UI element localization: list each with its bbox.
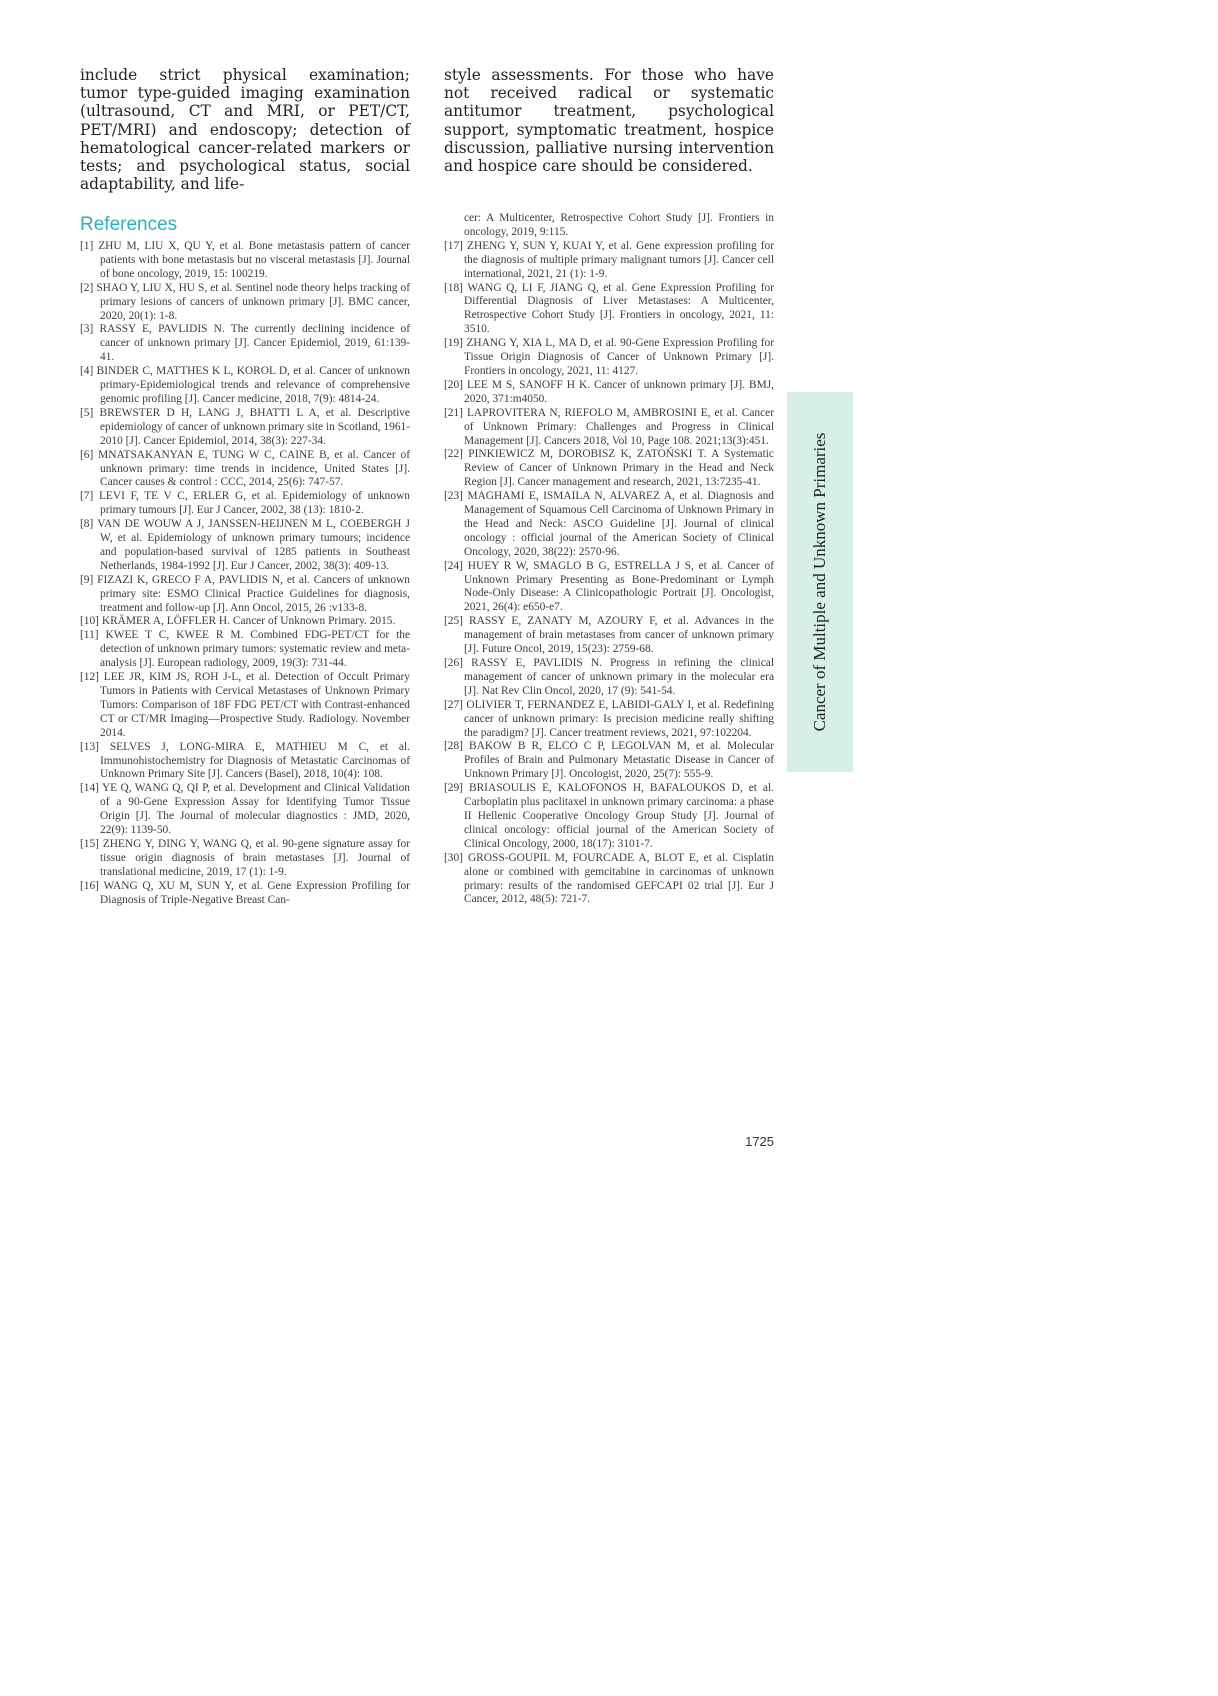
side-tab-label: Cancer of Multiple and Unknown Primaries [810, 432, 829, 732]
reference-text: YE Q, WANG Q, QI P, et al. Development and Clinical Validation of a 90-Gene Expression Assay for Identifying Tumor Tissue Origin [J]. The Journal of molecular diagnostics : JMD, 2020, 22(9): 1139-50. [100, 782, 410, 837]
reference-item [80, 490, 410, 518]
section-side-tab [787, 392, 853, 772]
body-column-right [444, 66, 774, 175]
reference-item [444, 852, 774, 908]
reference-item [80, 240, 410, 282]
reference-number: [3] [80, 323, 94, 336]
reference-number: [14] [80, 782, 99, 795]
reference-number: [2] [80, 281, 94, 294]
reference-number: [27] [444, 698, 463, 711]
references-column-right [444, 212, 774, 907]
reference-number: [5] [80, 406, 94, 419]
reference-text: RASSY E, PAVLIDIS N. The currently declining incidence of cancer of unknown primary [J]. Cancer Epidemiol, 2019, 61:139-41. [99, 323, 410, 364]
reference-number: [20] [444, 378, 463, 391]
reference-item [444, 560, 774, 616]
reference-item [80, 671, 410, 741]
reference-item [444, 379, 774, 407]
reference-item [444, 657, 774, 699]
reference-list-left [80, 240, 410, 908]
reference-number: [26] [444, 657, 463, 669]
reference-item [80, 518, 410, 574]
reference-text: BINDER C, MATTHES K L, KOROL D, et al. Cancer of unknown primary-Epidemiological trends and relevance of comprehensive genomic profiling [J]. Cancer medicine, 2018, 7(9): 4814-24. [96, 365, 410, 405]
reference-item [444, 240, 774, 282]
references-column-left [80, 214, 410, 908]
reference-item [444, 407, 774, 449]
reference-text: RASSY E, ZANATY M, AZOURY F, et al. Advances in the management of brain metastases from cancer of unknown primary [J]. Future Oncol, 2019, 15(23): 2759-68. [464, 615, 774, 656]
reference-text: SHAO Y, LIU X, HU S, et al. Sentinel node theory helps tracking of primary lesions of cancers of unknown primary [J]. BMC cancer, 2020, 20(1): 1-8. [96, 281, 410, 322]
reference-item [444, 699, 774, 741]
reference-text: ZHENG Y, SUN Y, KUAI Y, et al. Gene expression profiling for the diagnosis of multiple primary malignant tumors [J]. Cancer cell international, 2021, 21 (1): 1-9. [464, 239, 774, 280]
reference-item [80, 365, 410, 407]
reference-number: [23] [444, 490, 463, 503]
reference-item [80, 323, 410, 365]
body-column-left [80, 66, 410, 193]
reference-number: [29] [444, 782, 463, 795]
reference-number: [11] [80, 629, 99, 642]
reference-item [444, 448, 774, 490]
reference-number: [25] [444, 615, 463, 628]
reference-number: [15] [80, 837, 99, 850]
reference-item [444, 782, 774, 852]
reference-text: MNATSAKANYAN E, TUNG W C, CAINE B, et al. Cancer of unknown primary: time trends in incidence, United States [J]. Cancer causes & control : CCC, 2014, 25(6): 747-57. [98, 448, 410, 489]
reference-item [444, 740, 774, 782]
reference-number: [6] [80, 448, 94, 461]
reference-text: KWEE T C, KWEE R M. Combined FDG-PET/CT for the detection of unknown primary tumors: systematic review and meta-analysis [J]. European radiology, 2009, 19(3): 731-44. [100, 629, 410, 670]
reference-number: [13] [80, 740, 99, 753]
reference-item [80, 407, 410, 449]
reference-item [80, 741, 410, 783]
reference-number: [16] [80, 879, 99, 892]
reference-item [80, 615, 410, 629]
reference-text: ZHU M, LIU X, QU Y, et al. Bone metastasis pattern of cancer patients with bone metastasis but no visceral metastasis [J]. Journal of bone oncology, 2019, 15: 100219. [98, 240, 410, 280]
reference-number: [28] [444, 740, 463, 753]
reference-number: [1] [80, 240, 94, 252]
reference-item [444, 490, 774, 560]
reference-item [80, 574, 410, 616]
reference-number: [10] [80, 615, 99, 628]
reference-text: VAN DE WOUW A J, JANSSEN-HEIJNEN M L, COEBERGH J W, et al. Epidemiology of unknown primary tumours; incidence and population-based survival of 1285 patients in Southeast Netherlands, 1984-1992 [J]. Eur J Cancer, 2002, 38(3): 409-13. [97, 518, 410, 572]
reference-number: [21] [444, 406, 463, 419]
reference-text: WANG Q, LI F, JIANG Q, et al. Gene Expression Profiling for Differential Diagnosis of Liver Metastases: A Multicenter, Retrospective Cohort Study [J]. Frontiers in oncology, 2021, 11: 3510. [464, 281, 774, 336]
reference-text: BAKOW B R, ELCO C P, LEGOLVAN M, et al. Molecular Profiles of Brain and Pulmonary Metastatic Disease in Cancer of Unknown Primary [J]. Oncologist, 2020, 25(7): 555-9. [464, 740, 774, 781]
reference-text: GROSS-GOUPIL M, FOURCADE A, BLOT E, et al. Cisplatin alone or combined with gemcitabine in carcinomas of unknown primary: results of the randomised GEFCAPI 02 trial [J]. Eur J Cancer, 2012, 48(5): 721-7. [464, 851, 774, 906]
reference-number: [22] [444, 448, 463, 461]
reference-text: LAPROVITERA N, RIEFOLO M, AMBROSINI E, et al. Cancer of Unknown Primary: Challenges and Progress in Clinical Management [J]. Cancers 2018, Vol 10, Page 108. 2021;13(3):451. [464, 406, 774, 447]
reference-text: LEVI F, TE V C, ERLER G, et al. Epidemiology of unknown primary tumours [J]. Eur J Cancer, 2002, 38 (13): 1810-2. [98, 490, 410, 517]
reference-item [80, 782, 410, 838]
reference-number: [7] [80, 490, 94, 503]
reference-text: FIZAZI K, GRECO F A, PAVLIDIS N, et al. Cancers of unknown primary site: ESMO Clinical Practice Guidelines for diagnosis, treatment and follow-up [J]. Ann Oncol, 2015, 26 :v133-8. [97, 573, 410, 614]
page-number: 1725 [745, 1134, 774, 1149]
reference-text: KRÄMER A, LÖFFLER H. Cancer of Unknown Primary. 2015. [101, 615, 396, 628]
reference-list-right [444, 240, 774, 908]
reference-text: BRIASOULIS E, KALOFONOS H, BAFALOUKOS D, et al. Carboplatin plus paclitaxel in unknown primary carcinoma: a phase II Hellenic Cooperative Oncology Group Study [J]. Journal of clinical oncology: official journal of the American Society of Clinical Oncology, 2000, 18(17): 3101-7. [464, 782, 774, 850]
reference-item [80, 629, 410, 671]
reference-item [444, 282, 774, 338]
reference-text: MAGHAMI E, ISMAILA N, ALVAREZ A, et al. Diagnosis and Management of Squamous Cell Carcinoma of Unknown Primary in the Head and Neck: ASCO Guideline [J]. Journal of clinical oncology : official journal of the American Society of Clinical Oncology, 2020, 38(22): 2570-96. [464, 490, 774, 558]
reference-item [80, 838, 410, 880]
reference-text: HUEY R W, SMAGLO B G, ESTRELLA J S, et al. Cancer of Unknown Primary Presenting as Bone-Predominant or Lymph Node-Only Disease: A Clinicopathologic Portrait [J]. Oncologist, 2021, 26(4): e650-e7. [464, 559, 774, 614]
reference-text: ZHANG Y, XIA L, MA D, et al. 90-Gene Expression Profiling for Tissue Origin Diagnosis of Cancer of Unknown Primary [J]. Frontiers in oncology, 2021, 11: 4127. [464, 337, 774, 377]
body-paragraph-right: style assessments. For those who have not received radical or systematic antitumor treatment, psychological support, symptomatic treatment, hospice discussion, palliative nursing intervention and hospice care should be considered. [444, 66, 774, 176]
reference-number: [17] [444, 239, 463, 252]
reference-number: [19] [444, 337, 463, 350]
reference-text: BREWSTER D H, LANG J, BHATTI L A, et al. Descriptive epidemiology of cancer of unknown primary site in Scotland, 1961-2010 [J]. Cancer Epidemiol, 2014, 38(3): 227-34. [99, 406, 410, 447]
reference-text: LEE JR, KIM JS, ROH J-L, et al. Detection of Occult Primary Tumors in Patients with Cervical Metastases of Unknown Primary Tumors: Comparison of 18F FDG PET/CT with Contrast-enhanced CT or CT/MR Imaging—Prospective Study. Radiology. November 2014. [100, 671, 410, 739]
reference-number: [8] [80, 518, 94, 531]
reference-text: OLIVIER T, FERNANDEZ E, LABIDI-GALY I, et al. Redefining cancer of unknown primary: Is precision medicine really shifting the paradigm? [J]. Cancer treatment reviews, 2021, 97:102204. [464, 698, 774, 739]
reference-text: RASSY E, PAVLIDIS N. Progress in refining the clinical management of cancer of unknown primary in the molecular era [J]. Nat Rev Clin Oncol, 2020, 17 (9): 541-54. [464, 657, 774, 697]
reference-number: [24] [444, 559, 463, 572]
reference-number: [12] [80, 671, 99, 684]
reference-number: [9] [80, 573, 94, 586]
reference-item [444, 337, 774, 379]
reference-text: ZHENG Y, DING Y, WANG Q, et al. 90-gene signature assay for tissue origin diagnosis of brain metastases [J]. Journal of translational medicine, 2019, 17 (1): 1-9. [100, 837, 410, 878]
reference-item [444, 615, 774, 657]
reference-number: [18] [444, 281, 463, 294]
reference-text: LEE M S, SANOFF H K. Cancer of unknown primary [J]. BMJ, 2020, 371:m4050. [464, 378, 774, 405]
body-paragraph-left: include strict physical examination; tumor type-guided imaging examination (ultrasound, CT and MRI, or PET/CT, PET/MRI) and endoscopy; detection of hematological cancer-related markers or tests; and psychological status, social adaptability, and life- [80, 66, 410, 194]
reference-text: PINKIEWICZ M, DOROBISZ K, ZATOŃSKI T. A Systematic Review of Cancer of Unknown Primary in the Head and Neck Region [J]. Cancer management and research, 2021, 13:7235-41. [464, 448, 774, 489]
reference-text: WANG Q, XU M, SUN Y, et al. Gene Expression Profiling for Diagnosis of Triple-Negative Breast Can- [100, 879, 410, 906]
reference-continuation: cer: A Multicenter, Retrospective Cohort Study [J]. Frontiers in oncology, 2019, 9:115. [464, 212, 774, 238]
reference-item [80, 449, 410, 491]
reference-number: [30] [444, 851, 463, 864]
reference-item [80, 880, 410, 908]
reference-text: SELVES J, LONG-MIRA E, MATHIEU M C, et al. Immunohistochemistry for Diagnosis of Metastatic Carcinomas of Unknown Primary Site [J]. Cancers (Basel), 2018, 10(4): 108. [100, 740, 410, 781]
reference-item [80, 282, 410, 324]
reference-number: [4] [80, 365, 94, 378]
references-heading: References [80, 214, 178, 235]
